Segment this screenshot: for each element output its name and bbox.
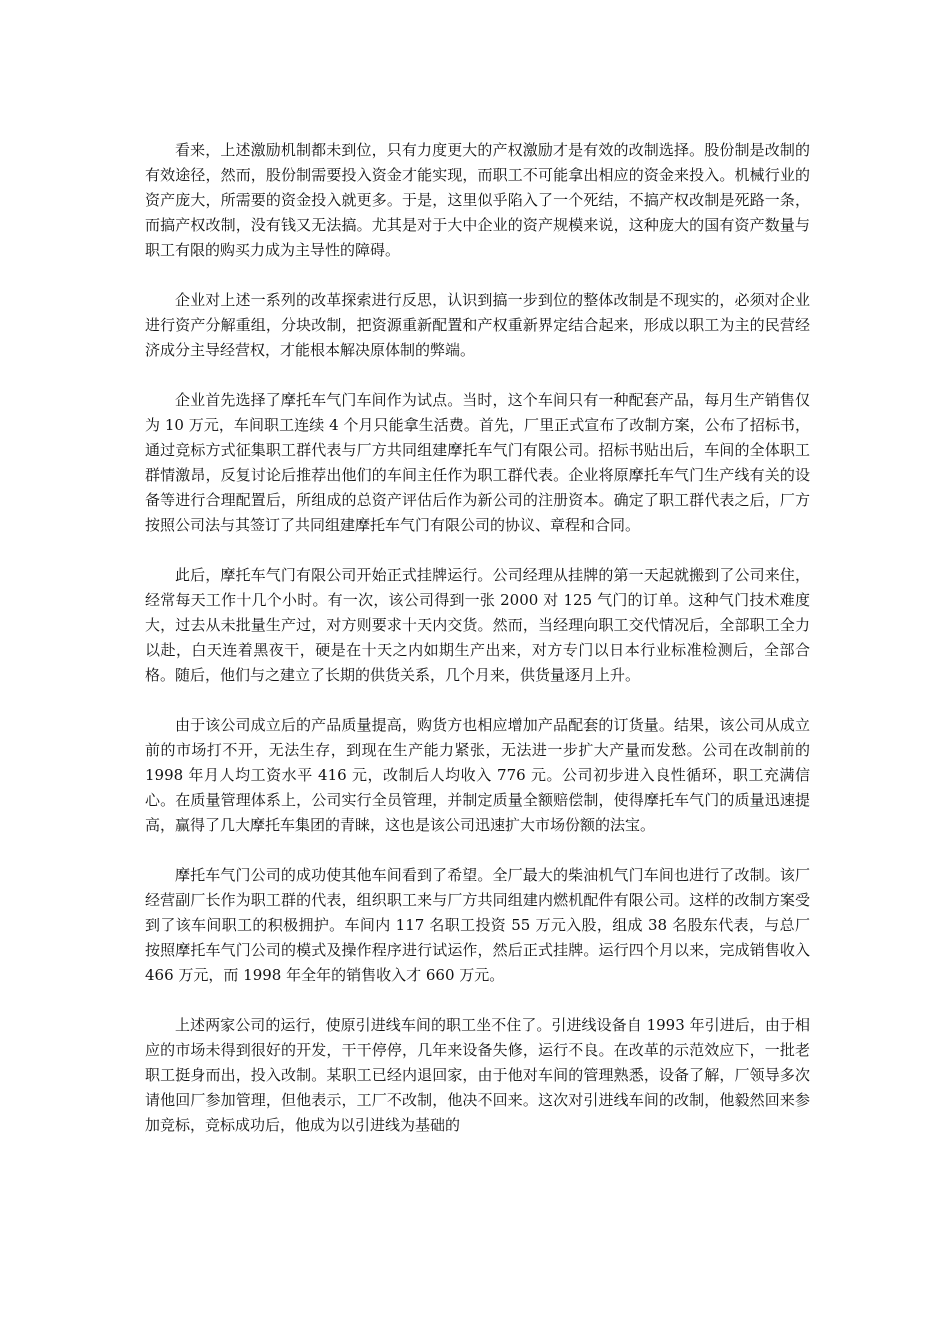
paragraph-2: 企业对上述一系列的改革探索进行反思，认识到搞一步到位的整体改制是不现实的，必须对企业进行资产分解重组，分块改制，把资源重新配置和产权重新界定结合起来，形成以职工为主的民营经济成分主导经营权，才能根本解决原体制的弊端。 [145,291,810,359]
paragraph-6: 摩托车气门公司的成功使其他车间看到了希望。全厂最大的柴油机气门车间也进行了改制。该厂经营副厂长作为职工群的代表，组织职工来与厂方共同组建内燃机配件有限公司。这样的改制方案受到了该车间职工的积极拥护。车间内 117 名职工投资 55 万元入股，组成 38 名股东代表，与总厂按照摩托车气门公司的模式及操作程序进行试运作，然后正式挂牌。运行四个月以来，完成销售收入 466 万元，而 1998 年全年的销售收入才 660 万元。 [145,866,810,984]
paragraph-3: 企业首先选择了摩托车气门车间作为试点。当时，这个车间只有一种配套产品，每月生产销售仅为 10 万元，车间职工连续 4 个月只能拿生活费。首先，厂里正式宣布了改制方案，公布了招标书，通过竞标方式征集职工群代表与厂方共同组建摩托车气门有限公司。招标书贴出后，车间的全体职工群情激昂，反复讨论后推荐出他们的车间主任作为职工群代表。企业将原摩托车气门生产线有关的设备等进行合理配置后，所组成的总资产评估后作为新公司的注册资本。确定了职工群代表之后，厂方按照公司法与其签订了共同组建摩托车气门有限公司的协议、章程和合同。 [145,391,810,534]
document-body [145,138,810,1138]
paragraph-4: 此后，摩托车气门有限公司开始正式挂牌运行。公司经理从挂牌的第一天起就搬到了公司来住，经常每天工作十几个小时。有一次，该公司得到一张 2000 对 125 气门的订单。这种气门技术难度大，过去从未批量生产过，对方则要求十天内交货。然而，当经理向职工交代情况后，全部职工全力以赴，白天连着黑夜干，硬是在十天之内如期生产出来，对方专门以日本行业标准检测后，全部合格。随后，他们与之建立了长期的供货关系，几个月来，供货量逐月上升。 [145,566,810,684]
paragraph-5: 由于该公司成立后的产品质量提高，购货方也相应增加产品配套的订货量。结果，该公司从成立前的市场打不开，无法生存，到现在生产能力紧张，无法进一步扩大产量而发愁。公司在改制前的 1998 年月人均工资水平 416 元，改制后人均收入 776 元。公司初步进入良性循环，职工充满信心。在质量管理体系上，公司实行全员管理，并制定质量全额赔偿制，使得摩托车气门的质量迅速提高，赢得了几大摩托车集团的青睐，这也是该公司迅速扩大市场份额的法宝。 [145,716,810,834]
paragraph-7: 上述两家公司的运行，使原引进线车间的职工坐不住了。引进线设备自 1993 年引进后，由于相应的市场未得到很好的开发，干干停停，几年来设备失修，运行不良。在改革的示范效应下，一批老职工挺身而出，投入改制。某职工已经内退回家，由于他对车间的管理熟悉，设备了解，厂领导多次请他回厂参加管理，但他表示，工厂不改制，他决不回来。这次对引进线车间的改制，他毅然回来参加竞标，竞标成功后，他成为以引进线为基础的 [145,1016,810,1134]
paragraph-1: 看来，上述激励机制都未到位，只有力度更大的产权激励才是有效的改制选择。股份制是改制的有效途径，然而，股份制需要投入资金才能实现，而职工不可能拿出相应的资金来投入。机械行业的资产庞大，所需要的资金投入就更多。于是，这里似乎陷入了一个死结，不搞产权改制是死路一条，而搞产权改制，没有钱又无法搞。尤其是对于大中企业的资产规模来说，这种庞大的国有资产数量与职工有限的购买力成为主导性的障碍。 [145,141,810,259]
